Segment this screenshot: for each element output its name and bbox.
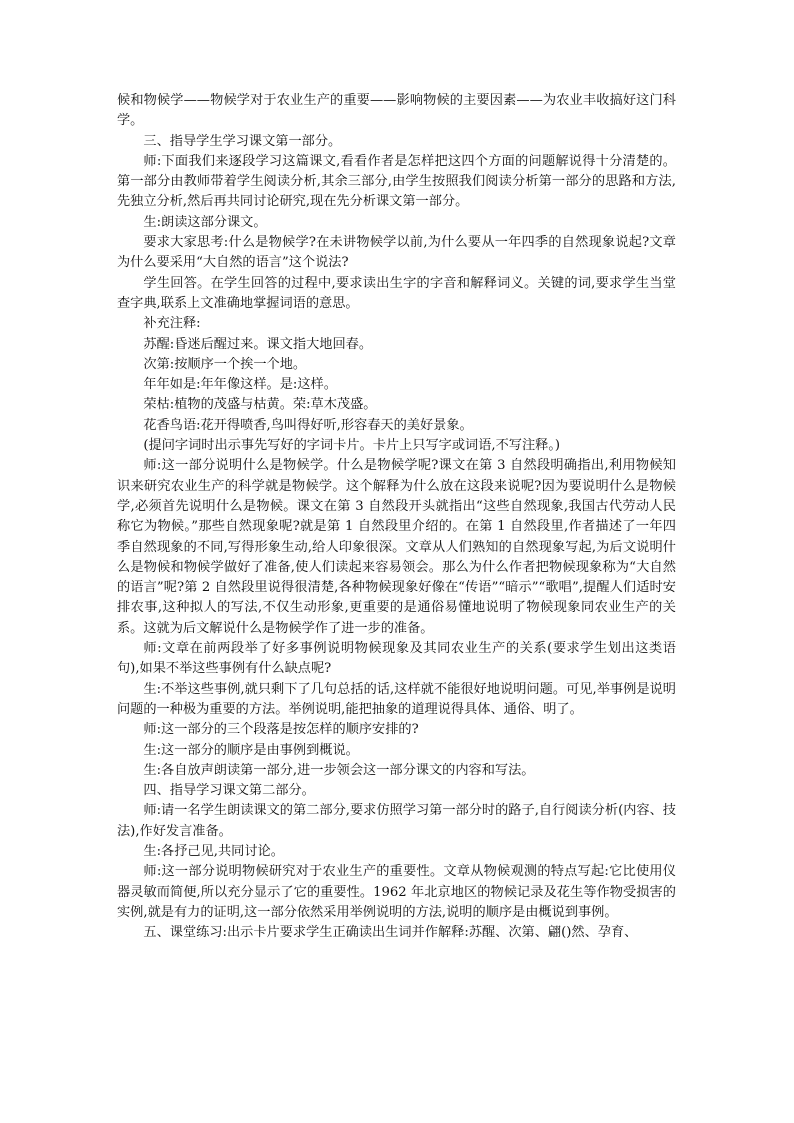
teacher-intro-paragraph: 师:下面我们来逐段学习这篇课文,看看作者是怎样把这四个方面的问题解说得十分清楚的。第一部分由教师带着学生阅读分析,其余三部分,由学生按照我们阅读分析第一部分的思路和方法,先独立分析,然后再共同讨论研究,现在先分析课文第一部分。 bbox=[117, 153, 676, 210]
note-item: 苏醒:昏迷后醒过来。课文指大地回春。 bbox=[143, 336, 373, 352]
teacher-question-paragraph: 师:这一部分的三个段落是按怎样的顺序安排的? bbox=[143, 722, 419, 738]
card-note-paragraph: (提问字词时出示事先写好的字词卡片。卡片上只写字或词语,不写注释。) bbox=[143, 438, 561, 454]
notes-heading: 补充注释: bbox=[143, 316, 201, 332]
section-heading-4: 四、指导学习课文第二部分。 bbox=[143, 783, 315, 799]
student-answer-paragraph: 生:这一部分的顺序是由事例到概说。 bbox=[143, 742, 359, 758]
teacher-instruction-paragraph: 师:请一名学生朗读课文的第二部分,要求仿照学习第一部分时的路子,自行阅读分析(内容、技法),作好发言准备。 bbox=[117, 803, 676, 839]
note-item: 花香鸟语:花开得喷香,鸟叫得好听,形容春天的美好景象。 bbox=[143, 417, 473, 433]
teacher-question-paragraph: 师:文章在前两段举了好多事例说明物候现象及其同农业生产的关系(要求学生划出这类语句),如果不举这些事例有什么缺点呢? bbox=[117, 641, 676, 677]
teacher-explanation-paragraph: 师:这一部分说明物候研究对于农业生产的重要性。文章从物候观测的特点写起:它比使用仪器灵敏而简便,所以充分显示了它的重要性。1962 年北京地区的物候记录及花生等作物受损害的实例,就是有力的证明,这一部分依然采用举例说明的方法,说明的顺序是由概说到事例。 bbox=[117, 864, 676, 920]
note-item: 年年如是:年年像这样。是:这样。 bbox=[143, 377, 337, 393]
document-body bbox=[117, 91, 676, 943]
student-discussion-paragraph: 生:各抒己见,共同讨论。 bbox=[143, 843, 284, 859]
section-heading-5: 五、课堂练习:出示卡片要求学生正确读出生词并作解释:苏醒、次第、翩()然、孕育、 bbox=[143, 925, 638, 941]
question-paragraph: 要求大家思考:什么是物候学?在未讲物候学以前,为什么要从一年四季的自然现象说起?文章为什么要采用“大自然的语言”这个说法? bbox=[117, 235, 676, 271]
teacher-explanation-paragraph: 师:这一部分说明什么是物候学。什么是物候学呢?课文在第 3 自然段明确指出,利用物候知识来研究农业生产的科学就是物候学。这个解释为什么放在这段来说呢?因为要说明什么是物候学,必须首先说明什么是物候。课文在第 3 自然段开头就指出“这些自然现象,我国古代劳动人民称它为物候。”那些自然现象呢?就是第 1 自然段里介绍的。在第 1 自然段里,作者描述了一年四季自然现象的不同,写得形象生动,给人印象很深。文章从人们熟知的自然现象写起,为后文说明什么是物候和物候学做好了准备,使人们读起来容易领会。那么为什么作者把物候现象称为“大自然的语言”呢?第 2 自然段里说得很清楚,各种物候现象好像在“传语”“暗示”“歌唱”,提醒人们适时安排农事,这种拟人的写法,不仅生动形象,更重要的是通俗易懂地说明了物候现象同农业生产的关系。这就为后文解说什么是物候学作了进一步的准备。 bbox=[117, 458, 676, 636]
student-read-paragraph: 生:各自放声朗读第一部分,进一步领会这一部分课文的内容和写法。 bbox=[143, 762, 535, 778]
paragraph-continuation: 候和物候学——物候学对于农业生产的重要——影响物候的主要因素——为农业丰收搞好这门科学。 bbox=[117, 93, 676, 129]
section-heading-3: 三、指导学生学习课文第一部分。 bbox=[143, 133, 342, 149]
student-read-paragraph: 生:朗读这部分课文。 bbox=[143, 214, 267, 230]
note-item: 次第:按顺序一个挨一个地。 bbox=[143, 356, 307, 372]
student-answer-paragraph: 生:不举这些事例,就只剩下了几句总括的话,这样就不能很好地说明问题。可见,举事例是说明问题的一种极为重要的方法。举例说明,能把抽象的道理说得具体、通俗、明了。 bbox=[117, 681, 676, 717]
note-item: 荣枯:植物的茂盛与枯黄。荣:草木茂盛。 bbox=[143, 397, 377, 413]
student-answer-paragraph: 学生回答。在学生回答的过程中,要求读出生字的字音和解释词义。关键的词,要求学生当堂查字典,联系上文准确地掌握词语的意思。 bbox=[117, 275, 676, 311]
